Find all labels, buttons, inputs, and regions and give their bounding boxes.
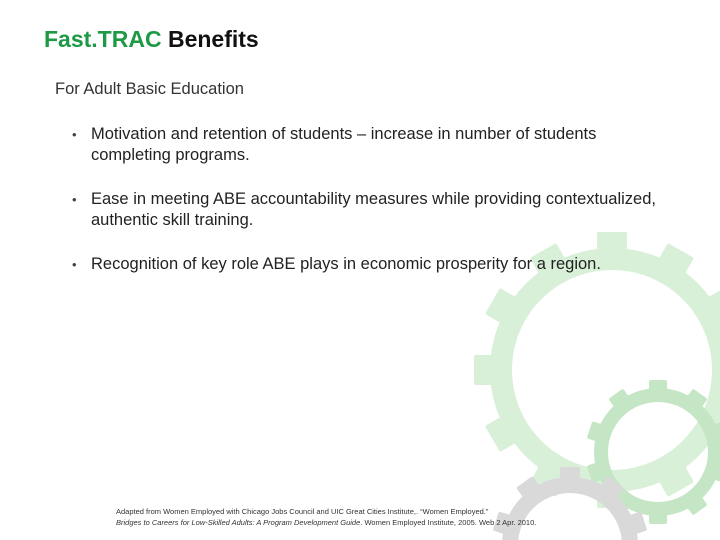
- brand-name: Fast.TRAC: [44, 26, 162, 52]
- bullet-item: [70, 124, 670, 166]
- citation: [116, 506, 536, 528]
- bullet-icon: •: [72, 192, 77, 207]
- bullet-item: [70, 189, 670, 231]
- bullet-icon: •: [72, 257, 77, 272]
- bullet-icon: •: [72, 127, 77, 142]
- citation-title: Bridges to Careers for Low-Skilled Adults: A Program Development Guide: [116, 518, 361, 527]
- bullet-list: [70, 124, 670, 275]
- citation-source: . Women Employed Institute, 2005. Web 2 Apr. 2010.: [360, 518, 537, 527]
- bullet-text: Motivation and retention of students – increase in number of students completing programs.: [91, 125, 597, 164]
- citation-line-1: Adapted from Women Employed with Chicago Jobs Council and UIC Great Cities Institute,. “Women Employed.”: [116, 507, 489, 516]
- slide-subtitle: For Adult Basic Education: [55, 80, 244, 98]
- bullet-item: [70, 254, 670, 275]
- citation-line-2: [116, 517, 536, 528]
- slide-title: [44, 26, 259, 53]
- bullet-text: Recognition of key role ABE plays in economic prosperity for a region.: [91, 255, 601, 273]
- bullet-text: Ease in meeting ABE accountability measures while providing contextualized, authentic skill training.: [91, 190, 656, 229]
- title-text: Benefits: [161, 26, 259, 52]
